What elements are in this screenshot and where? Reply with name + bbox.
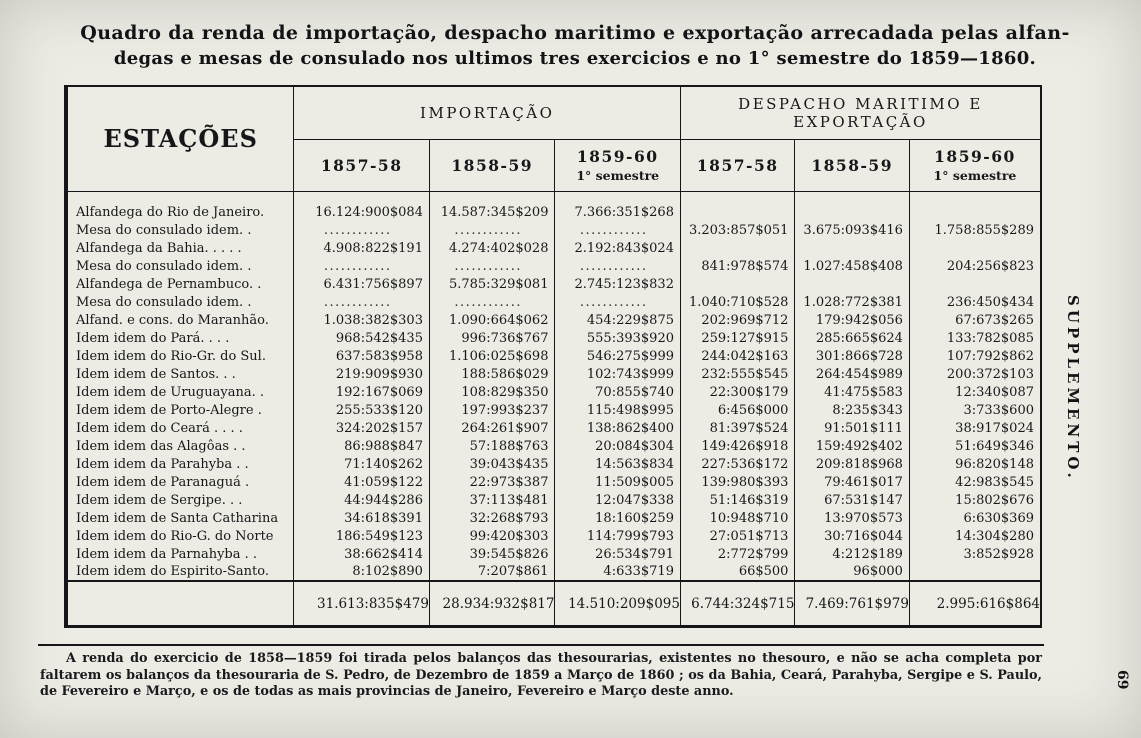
revenue-table (68, 87, 1040, 625)
value-cell: 14.587:345$209 (429, 191, 555, 221)
table-row (68, 419, 1040, 437)
value-cell: 255:533$120 (294, 401, 430, 419)
value-cell: 14:304$280 (909, 527, 1040, 545)
value-cell: 67:673$265 (909, 311, 1040, 329)
value-cell: ............ (294, 257, 430, 275)
table-row (68, 275, 1040, 293)
value-cell: 192:167$069 (294, 383, 430, 401)
value-cell: 10:948$710 (680, 509, 794, 527)
station-name: Idem idem do Ceará . . . . (76, 420, 243, 436)
value-cell: 197:993$237 (429, 401, 555, 419)
value-cell: 1.028:772$381 (795, 293, 909, 311)
station-name: Alfandega de Pernambuco. . (76, 276, 262, 292)
value-cell: 8:235$343 (795, 401, 909, 419)
value-cell: ............ (555, 257, 681, 275)
value-cell: 236:450$434 (909, 293, 1040, 311)
year-header: 1859-60 1° semestre (555, 139, 681, 191)
value-cell: ............ (429, 221, 555, 239)
value-cell: 968:542$435 (294, 329, 430, 347)
value-cell: 18:160$259 (555, 509, 681, 527)
station-name: Alfandega do Rio de Janeiro. (76, 204, 265, 220)
value-cell: 32:268$793 (429, 509, 555, 527)
value-cell: 57:188$763 (429, 437, 555, 455)
value-cell: 3.203:857$051 (680, 221, 794, 239)
value-cell: 159:492$402 (795, 437, 909, 455)
value-cell: 264:454$989 (795, 365, 909, 383)
value-cell: 5.785:329$081 (429, 275, 555, 293)
value-cell: 44:944$286 (294, 491, 430, 509)
value-cell: 4.274:402$028 (429, 239, 555, 257)
value-cell: 285:665$624 (795, 329, 909, 347)
value-cell: 4.908:822$191 (294, 239, 430, 257)
value-cell: 91:501$111 (795, 419, 909, 437)
value-cell (909, 239, 1040, 257)
value-cell: ............ (294, 293, 430, 311)
total-cell: 14.510:209$095 (555, 581, 681, 625)
totals-row (68, 581, 1040, 625)
value-cell: 51:146$319 (680, 491, 794, 509)
value-cell: 22:300$179 (680, 383, 794, 401)
stations-column-header: ESTAÇÕES (68, 87, 294, 191)
value-cell: 38:917$024 (909, 419, 1040, 437)
station-name: Idem idem do Rio-G. do Norte (76, 528, 274, 544)
value-cell: 11:509$005 (555, 473, 681, 491)
table-row (68, 329, 1040, 347)
value-cell: 7:207$861 (429, 563, 555, 581)
station-name: Idem idem de Santos. . . (76, 366, 236, 382)
table-row (68, 293, 1040, 311)
station-name: Idem idem de Porto-Alegre . (76, 402, 262, 418)
value-cell: 12:340$087 (909, 383, 1040, 401)
table-row (68, 401, 1040, 419)
value-cell: 454:229$875 (555, 311, 681, 329)
value-cell: 41:059$122 (294, 473, 430, 491)
table-row (68, 311, 1040, 329)
totals-row-empty-cell (68, 581, 294, 625)
total-cell: 7.469:761$979 (795, 581, 909, 625)
station-name: Idem idem do Rio-Gr. do Sul. (76, 348, 266, 364)
value-cell: 96:820$148 (909, 455, 1040, 473)
total-cell: 28.934:932$817 (429, 581, 555, 625)
value-cell: 51:649$346 (909, 437, 1040, 455)
value-cell: 7.366:351$268 (555, 191, 681, 221)
total-cell: 6.744:324$715 (680, 581, 794, 625)
value-cell: 96$000 (795, 563, 909, 581)
year-header: 1858-59 (429, 139, 555, 191)
table-row (68, 491, 1040, 509)
value-cell: 99:420$303 (429, 527, 555, 545)
value-cell: 70:855$740 (555, 383, 681, 401)
table-row (68, 221, 1040, 239)
value-cell: 6:630$369 (909, 509, 1040, 527)
value-cell (909, 191, 1040, 221)
value-cell: 244:042$163 (680, 347, 794, 365)
value-cell: 546:275$999 (555, 347, 681, 365)
station-name: Idem idem de Sergipe. . . (76, 492, 243, 508)
value-cell: 41:475$583 (795, 383, 909, 401)
value-cell: 13:970$573 (795, 509, 909, 527)
table-row (68, 437, 1040, 455)
station-name: Alfandega da Bahia. . . . . (76, 240, 242, 256)
group-header-despacho: DESPACHO MARITIMO E EXPORTAÇÃO (680, 87, 1040, 139)
value-cell: 324:202$157 (294, 419, 430, 437)
value-cell: 42:983$545 (909, 473, 1040, 491)
value-cell: 259:127$915 (680, 329, 794, 347)
table-row (68, 365, 1040, 383)
value-cell: 4:633$719 (555, 563, 681, 581)
document-title (50, 22, 1100, 69)
year-header: 1857-58 (680, 139, 794, 191)
value-cell: 2.192:843$024 (555, 239, 681, 257)
value-cell: 1.027:458$408 (795, 257, 909, 275)
value-cell: 86:988$847 (294, 437, 430, 455)
value-cell: ............ (429, 293, 555, 311)
value-cell: 301:866$728 (795, 347, 909, 365)
document-title-line2: degas e mesas de consulado nos ultimos tres exercicios e no 1° semestre do 1859—1860. (113, 48, 1037, 69)
value-cell: 133:782$085 (909, 329, 1040, 347)
value-cell: 1.090:664$062 (429, 311, 555, 329)
value-cell: ............ (555, 221, 681, 239)
value-cell: 27:051$713 (680, 527, 794, 545)
value-cell: 108:829$350 (429, 383, 555, 401)
table-row (68, 383, 1040, 401)
value-cell (795, 239, 909, 257)
value-cell (680, 275, 794, 293)
total-cell: 2.995:616$864 (909, 581, 1040, 625)
value-cell: ............ (429, 257, 555, 275)
table-row (68, 527, 1040, 545)
document-title-line1: Quadro da renda de importação, despacho maritimo e exportação arrecadada pelas alfan- (80, 22, 1070, 44)
value-cell: 264:261$907 (429, 419, 555, 437)
year-header: 1858-59 (795, 139, 909, 191)
value-cell: 841:978$574 (680, 257, 794, 275)
value-cell: 138:862$400 (555, 419, 681, 437)
value-cell: 114:799$793 (555, 527, 681, 545)
table-row (68, 347, 1040, 365)
value-cell: 115:498$995 (555, 401, 681, 419)
value-cell: 139:980$393 (680, 473, 794, 491)
value-cell: 12:047$338 (555, 491, 681, 509)
revenue-table-frame (64, 85, 1042, 628)
table-row (68, 191, 1040, 221)
value-cell: 79:461$017 (795, 473, 909, 491)
footnote-divider (38, 644, 1044, 646)
value-cell: 202:969$712 (680, 311, 794, 329)
value-cell: 219:909$930 (294, 365, 430, 383)
value-cell: 37:113$481 (429, 491, 555, 509)
value-cell: 34:618$391 (294, 509, 430, 527)
value-cell: 149:426$918 (680, 437, 794, 455)
value-cell: 67:531$147 (795, 491, 909, 509)
table-row (68, 563, 1040, 581)
value-cell: 30:716$044 (795, 527, 909, 545)
value-cell: 8:102$890 (294, 563, 430, 581)
year-header: 1859-60 1° semestre (909, 139, 1040, 191)
value-cell: 188:586$029 (429, 365, 555, 383)
value-cell: ............ (294, 221, 430, 239)
value-cell (795, 275, 909, 293)
value-cell: 996:736$767 (429, 329, 555, 347)
value-cell: 16.124:900$084 (294, 191, 430, 221)
value-cell (795, 191, 909, 221)
station-name: Idem idem da Parahyba . . (76, 456, 249, 472)
value-cell: 2.745:123$832 (555, 275, 681, 293)
value-cell: 26:534$791 (555, 545, 681, 563)
value-cell: 71:140$262 (294, 455, 430, 473)
value-cell: 1.106:025$698 (429, 347, 555, 365)
total-cell: 31.613:835$479 (294, 581, 430, 625)
value-cell: 107:792$862 (909, 347, 1040, 365)
value-cell: 1.040:710$528 (680, 293, 794, 311)
table-row (68, 455, 1040, 473)
value-cell: 3:733$600 (909, 401, 1040, 419)
station-name: Idem idem de Paranaguá . (76, 474, 250, 490)
year-header: 1857-58 (294, 139, 430, 191)
value-cell: 1.758:855$289 (909, 221, 1040, 239)
value-cell: 66$500 (680, 563, 794, 581)
value-cell: 637:583$958 (294, 347, 430, 365)
value-cell: 39:043$435 (429, 455, 555, 473)
value-cell: 38:662$414 (294, 545, 430, 563)
station-name: Idem idem da Parnahyba . . (76, 546, 258, 562)
value-cell: 39:545$826 (429, 545, 555, 563)
value-cell: 227:536$172 (680, 455, 794, 473)
value-cell: 15:802$676 (909, 491, 1040, 509)
value-cell: 20:084$304 (555, 437, 681, 455)
value-cell: 14:563$834 (555, 455, 681, 473)
station-name: Idem idem de Uruguayana. . (76, 384, 264, 400)
value-cell: 6.431:756$897 (294, 275, 430, 293)
value-cell: 179:942$056 (795, 311, 909, 329)
station-name: Idem idem das Alagôas . . (76, 438, 246, 454)
value-cell: 6:456$000 (680, 401, 794, 419)
table-body (68, 191, 1040, 581)
table-header (68, 87, 1040, 191)
value-cell: 209:818$968 (795, 455, 909, 473)
value-cell: 81:397$524 (680, 419, 794, 437)
value-cell: 102:743$999 (555, 365, 681, 383)
value-cell (909, 275, 1040, 293)
table-footer (68, 581, 1040, 625)
value-cell: 200:372$103 (909, 365, 1040, 383)
value-cell: 232:555$545 (680, 365, 794, 383)
group-header-importacao: IMPORTAÇÃO (294, 87, 681, 139)
page-number: 69 (1114, 670, 1130, 690)
value-cell (680, 191, 794, 221)
value-cell: 2:772$799 (680, 545, 794, 563)
value-cell: 186:549$123 (294, 527, 430, 545)
station-name: Idem idem do Pará. . . . (76, 330, 230, 346)
station-name: Alfand. e cons. do Maranhão. (76, 312, 269, 328)
value-cell: 4:212$189 (795, 545, 909, 563)
value-cell: 204:256$823 (909, 257, 1040, 275)
value-cell (680, 239, 794, 257)
supplement-side-label: SUPPLEMENTO. (1064, 295, 1082, 482)
value-cell: 22:973$387 (429, 473, 555, 491)
station-name: Mesa do consulado idem. . (76, 258, 252, 274)
value-cell: 555:393$920 (555, 329, 681, 347)
value-cell (909, 563, 1040, 581)
table-row (68, 509, 1040, 527)
value-cell: 3.675:093$416 (795, 221, 909, 239)
station-name: Idem idem de Santa Catharina (76, 510, 279, 526)
table-row (68, 239, 1040, 257)
value-cell: 1.038:382$303 (294, 311, 430, 329)
table-row (68, 257, 1040, 275)
value-cell: ............ (555, 293, 681, 311)
station-name: Idem idem do Espirito-Santo. (76, 564, 269, 579)
table-row (68, 473, 1040, 491)
station-name: Mesa do consulado idem. . (76, 294, 252, 310)
station-name: Mesa do consulado idem. . (76, 222, 252, 238)
footnote-text: A renda do exercicio de 1858—1859 foi tirada pelos balanços das thesourarias, existentes no thesouro, e não se acha completa por faltarem os balanços da thesouraria de S. Pedro, de Dezembro de 1859 a Março de 1860 ; os da Bahia, Ceará, Parahyba, Sergipe e S. Paulo, de Fevereiro e Março, e os de todas as mais provincias de Janeiro, Fevereiro e Março deste anno. (40, 651, 1042, 699)
table-row (68, 545, 1040, 563)
value-cell: 3:852$928 (909, 545, 1040, 563)
